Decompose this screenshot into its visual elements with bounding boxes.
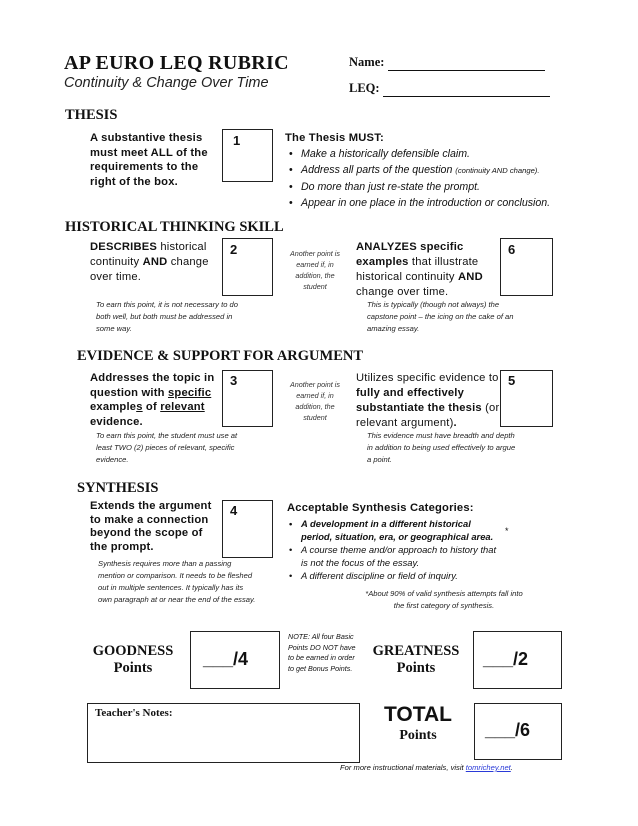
- name-line[interactable]: [388, 55, 545, 71]
- list-item: • A development in a different historical period, situation, era, or geographical area.: [289, 517, 504, 543]
- evidence-right-note: This evidence must have breadth and depth in addition to being used effectively to argue a point.: [367, 431, 516, 464]
- synthesis-left-note: Synthesis requires more than a passing mention or comparison. It needs to be fleshed out in multiple sentences. It typically has its own paragraph at or near the end of the essay.: [98, 559, 256, 604]
- leq-line[interactable]: [383, 81, 550, 97]
- hts-middle-note: Another point is earned if, in addition, the student: [290, 249, 340, 291]
- hts-right-note: This is typically (though not always) the capstone point – the icing on the cake of an amazing essay.: [367, 300, 514, 333]
- total-label: TOTAL Points: [383, 703, 453, 743]
- list-item: • A course theme and/or approach to history that is not the focus of the essay.: [289, 543, 504, 569]
- evidence-left-note: To earn this point, the student must use at least TWO (2) pieces of relevant, specific evidence.: [96, 431, 238, 464]
- hts-left-text: DESCRIBES historical continuity AND change over time.: [90, 241, 209, 283]
- list-item: • Make a historically defensible claim.: [289, 146, 589, 162]
- evidence-right-points: 5: [508, 373, 516, 388]
- leq-label: LEQ:: [349, 81, 380, 95]
- evidence-left-points: 3: [230, 373, 238, 388]
- thesis-description: A substantive thesis must meet ALL of the requirements to the right of the box.: [90, 132, 208, 188]
- synthesis-heading: SYNTHESIS: [77, 480, 159, 496]
- evidence-right-score-box[interactable]: [500, 370, 553, 427]
- hts-heading: HISTORICAL THINKING SKILL: [65, 219, 284, 235]
- synthesis-asterisk: *: [505, 526, 509, 536]
- page-title: AP EURO LEQ RUBRIC: [64, 52, 289, 74]
- goodness-label: GOODNESS Points: [92, 643, 174, 676]
- evidence-left-score-box[interactable]: [222, 370, 273, 427]
- name-label: Name:: [349, 55, 385, 69]
- hts-right-text: ANALYZES specific examples that illustrate historical continuity AND change over time.: [356, 241, 483, 298]
- page-subtitle: Continuity & Change Over Time: [64, 75, 269, 91]
- name-field[interactable]: [349, 55, 545, 71]
- greatness-score-box[interactable]: [473, 631, 562, 689]
- goodness-score: ___/4: [203, 649, 249, 669]
- synthesis-description: Extends the argument to make a connection beyond the scope of the prompt.: [90, 500, 212, 553]
- footer-link[interactable]: tomrichey.net: [465, 763, 511, 772]
- greatness-label: GREATNESS Points: [372, 643, 460, 676]
- goodness-score-box[interactable]: [190, 631, 280, 689]
- bonus-note: NOTE: All four Basic Points DO NOT have to be earned in order to get Bonus Points.: [288, 632, 356, 673]
- greatness-score: ___/2: [483, 649, 529, 669]
- list-item: • Appear in one place in the introduction or conclusion.: [289, 195, 589, 211]
- synthesis-categories-heading: Acceptable Synthesis Categories:: [287, 502, 474, 514]
- evidence-heading: EVIDENCE & SUPPORT FOR ARGUMENT: [77, 348, 364, 364]
- total-score-box[interactable]: [474, 703, 562, 760]
- hts-left-points: 2: [230, 242, 238, 257]
- thesis-must-heading: The Thesis MUST:: [285, 132, 384, 144]
- teacher-notes-label: Teacher's Notes:: [95, 707, 173, 719]
- footer-text: For more instructional materials, visit tomrichey.net.: [340, 763, 513, 772]
- evidence-left-text: Addresses the topic in question with specific examples of relevant evidence.: [90, 372, 215, 428]
- hts-right-score-box[interactable]: [500, 238, 553, 296]
- teacher-notes-box[interactable]: [87, 703, 360, 763]
- synthesis-score-box[interactable]: [222, 500, 273, 558]
- thesis-heading: THESIS: [65, 107, 118, 123]
- total-score: ___/6: [485, 720, 531, 740]
- hts-left-note: To earn this point, it is not necessary to do both well, but both must be addressed in some way.: [96, 300, 238, 333]
- leq-field[interactable]: [349, 81, 550, 97]
- evidence-right-text: Utilizes specific evidence to fully and effectively substantiate the thesis (or relevant argument).: [356, 372, 500, 429]
- evidence-middle-note: Another point is earned if, in addition, the student: [290, 380, 340, 422]
- synthesis-categories-list: [289, 517, 504, 582]
- hts-right-points: 6: [508, 242, 516, 257]
- synthesis-points: 4: [230, 503, 238, 518]
- synthesis-footnote: *About 90% of valid synthesis attempts fall into the first category of synthesis.: [365, 589, 523, 610]
- thesis-score-box[interactable]: [222, 129, 273, 182]
- thesis-points: 1: [233, 133, 241, 148]
- hts-left-score-box[interactable]: [222, 238, 273, 296]
- list-item: • A different discipline or field of inquiry.: [289, 569, 504, 582]
- list-item: • Address all parts of the question (continuity AND change).: [289, 162, 589, 179]
- list-item: • Do more than just re-state the prompt.: [289, 179, 589, 195]
- thesis-must-list: [289, 146, 589, 211]
